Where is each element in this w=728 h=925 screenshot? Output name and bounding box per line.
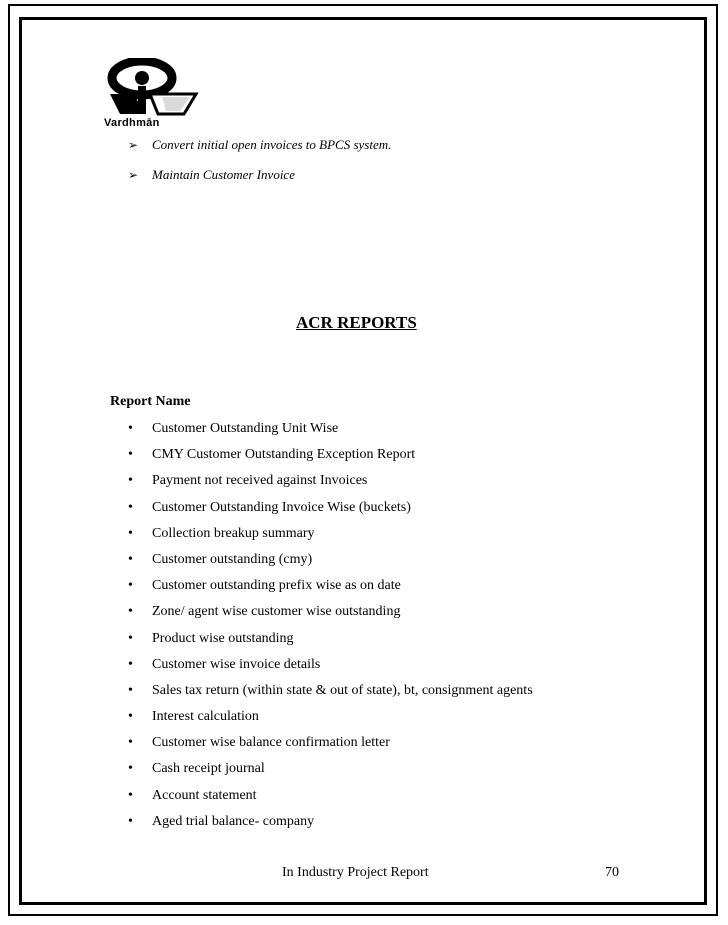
report-item <box>128 577 533 603</box>
report-list <box>128 420 533 839</box>
bullet-icon: • <box>128 551 133 567</box>
report-item-label: Customer outstanding (cmy) <box>152 551 313 567</box>
intro-list <box>128 137 391 197</box>
arrow-bullet-icon: ➢ <box>128 168 139 182</box>
report-item <box>128 630 533 656</box>
report-item <box>128 420 533 446</box>
bullet-icon: • <box>128 447 133 463</box>
report-item <box>128 734 533 760</box>
bullet-icon: • <box>128 787 133 803</box>
report-item <box>128 525 533 551</box>
report-item-label: Customer Outstanding Unit Wise <box>152 421 339 436</box>
report-item <box>128 656 533 682</box>
report-item <box>128 760 533 786</box>
report-item-label: Payment not received against Invoices <box>152 473 368 489</box>
report-item-label: Interest calculation <box>152 709 259 725</box>
page-number: 70 <box>605 865 619 880</box>
section-title: ACR REPORTS <box>296 313 417 332</box>
bullet-icon: • <box>128 813 133 829</box>
report-item <box>128 499 533 525</box>
bullet-icon: • <box>128 499 133 515</box>
intro-item-label: Maintain Customer Invoice <box>152 167 295 182</box>
bullet-icon: • <box>128 578 133 594</box>
report-item <box>128 787 533 813</box>
report-item <box>128 682 533 708</box>
bullet-icon: • <box>128 735 133 751</box>
report-item-label: Customer wise balance confirmation letter <box>152 735 390 751</box>
arrow-bullet-icon: ➢ <box>128 138 139 152</box>
vardhman-logo-icon <box>104 58 200 118</box>
bullet-icon: • <box>128 473 133 489</box>
bullet-icon: • <box>128 421 133 436</box>
report-item-label: Zone/ agent wise customer wise outstanding <box>152 604 401 620</box>
bullet-icon: • <box>128 604 133 620</box>
report-item <box>128 603 533 629</box>
report-item-label: Account statement <box>152 787 257 803</box>
vardhman-logo <box>104 58 200 132</box>
footer-text: In Industry Project Report <box>282 865 429 880</box>
bullet-icon: • <box>128 709 133 725</box>
report-item <box>128 472 533 498</box>
bullet-icon: • <box>128 630 133 646</box>
report-item-label: Product wise outstanding <box>152 630 294 646</box>
logo-text: Vardhmān <box>104 117 160 129</box>
bullet-icon: • <box>128 525 133 541</box>
bullet-icon: • <box>128 761 133 777</box>
bullet-icon: • <box>128 682 133 698</box>
report-item-label: Customer Outstanding Invoice Wise (buckets) <box>152 499 411 515</box>
report-item <box>128 813 533 839</box>
report-item <box>128 708 533 734</box>
intro-item-label: Convert initial open invoices to BPCS system. <box>152 137 392 152</box>
report-item-label: Aged trial balance- company <box>152 813 315 829</box>
report-item-label: CMY Customer Outstanding Exception Report <box>152 447 416 463</box>
report-item-label: Customer outstanding prefix wise as on date <box>152 578 401 594</box>
report-item-label: Cash receipt journal <box>152 761 265 777</box>
bullet-icon: • <box>128 656 133 672</box>
report-list-heading: Report Name <box>110 394 191 409</box>
report-item <box>128 551 533 577</box>
report-item-label: Sales tax return (within state & out of state), bt, consignment agents <box>152 682 533 698</box>
report-item-label: Collection breakup summary <box>152 525 315 541</box>
report-item <box>128 446 533 472</box>
intro-item <box>128 167 391 197</box>
intro-item <box>128 137 391 167</box>
report-item-label: Customer wise invoice details <box>152 656 321 672</box>
